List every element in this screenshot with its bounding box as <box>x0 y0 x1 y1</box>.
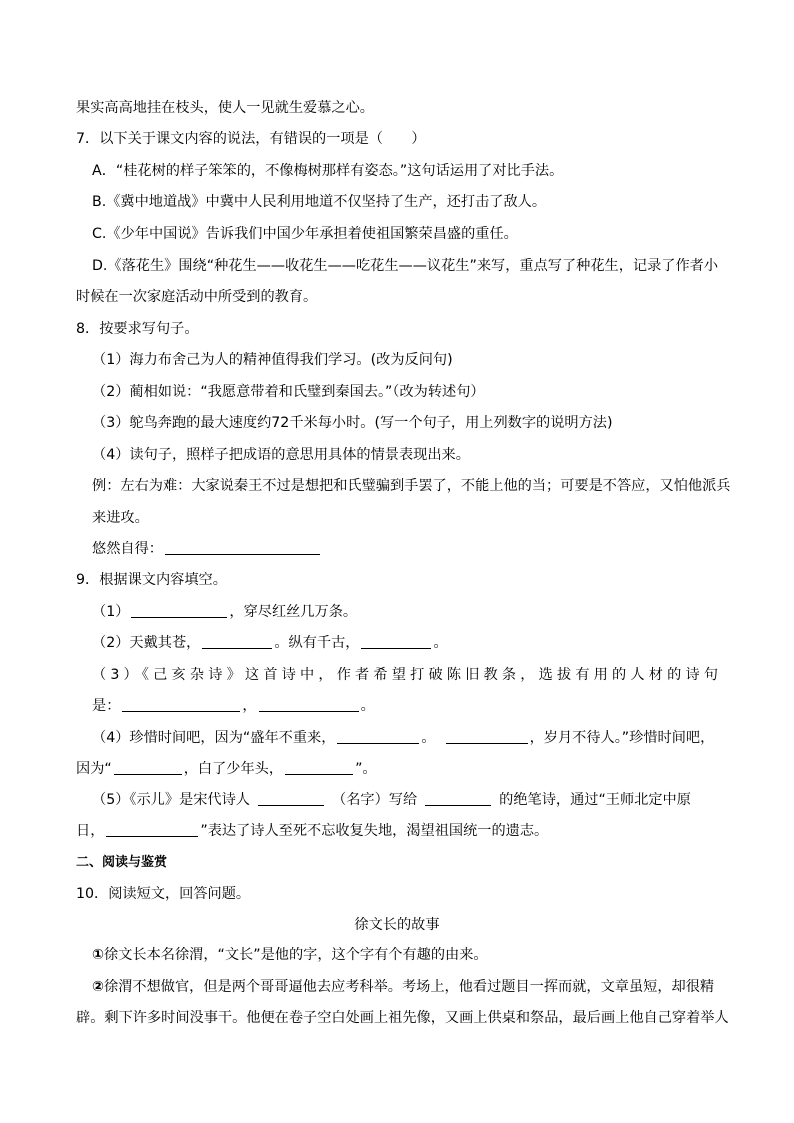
question-8-3: （3）鸵鸟奔跑的最大速度约72千米每小时。(写一个句子，用上列数字的说明方法) <box>92 415 613 431</box>
q9-1-suffix: ，穿尽红丝几万条。 <box>229 604 358 620</box>
q9-2-part: 。纵有千古， <box>274 635 360 651</box>
text-line: 果实高高地挂在枝头，使人一见就生爱慕之心。 <box>76 100 374 116</box>
option-d-cont: 时候在一次家庭活动中所受到的教育。 <box>76 289 318 305</box>
answer-label: 悠然自得： <box>92 541 163 557</box>
q9-3-part: 是： <box>92 698 121 714</box>
q9-4-part: ”。 <box>355 761 377 777</box>
q9-1-prefix: （1） <box>92 604 130 620</box>
fill-blank[interactable] <box>446 729 528 744</box>
question-9-5-cont <box>76 821 718 841</box>
fill-blank[interactable] <box>202 634 272 649</box>
paragraph-number: ① <box>92 947 105 963</box>
question-9-2 <box>92 633 718 653</box>
fill-blank[interactable] <box>425 791 491 806</box>
paragraph-2-cont: 辟。剩下许多时间没事干。他便在卷子空白处画上祖先像，又画上供桌和祭品，最后画上他自己穿着举人 <box>76 1010 729 1026</box>
q9-4-part: ，岁月不待人。”珍惜时间吧， <box>529 730 715 746</box>
question-9: 9．根据课文内容填空。 <box>76 572 227 588</box>
fill-blank[interactable] <box>106 822 198 837</box>
q9-5-part: （5）《示儿》是宋代诗人 <box>92 792 250 808</box>
question-9-4 <box>92 728 718 748</box>
fill-blank[interactable] <box>361 634 431 649</box>
fill-blank[interactable] <box>114 760 182 775</box>
q9-2-part: 。 <box>433 635 448 651</box>
q9-4-part: 。 <box>421 730 436 746</box>
q9-5-part: 日， <box>76 823 105 839</box>
question-9-5 <box>92 790 718 810</box>
section-heading: 二、阅读与鉴赏 <box>76 855 168 870</box>
example-line: 例：左右为难：大家说秦王不过是想把和氏璧骗到手罢了，不能上他的当；可要是不答应，又怕他派兵 <box>92 478 731 494</box>
q9-2-part: （2）天戴其苍， <box>92 635 201 651</box>
example-line-cont: 来进攻。 <box>92 510 149 526</box>
fill-blank[interactable] <box>122 697 240 712</box>
question-9-3-cont <box>92 696 718 716</box>
option-c: C.《少年中国说》告诉我们中国少年承担着使祖国繁荣昌盛的重任。 <box>92 226 518 242</box>
story-title: 徐文长的故事 <box>354 917 440 933</box>
q9-4-part: （4）珍惜时间吧，因为“盛年不重来， <box>92 730 336 746</box>
q9-4-part: ，白了少年头， <box>183 761 284 777</box>
option-b: B.《冀中地道战》中冀中人民利用地道不仅坚持了生产，还打击了敌人。 <box>92 194 547 210</box>
question-8-1: （1）海力布舍己为人的精神值得我们学习。(改为反问句) <box>92 352 453 368</box>
paragraph-text: 徐文长本名徐渭，“文长”是他的字，这个字有个有趣的由来。 <box>104 947 488 963</box>
q9-3-part: ， <box>242 698 257 714</box>
fill-blank[interactable] <box>131 603 227 618</box>
answer-blank[interactable] <box>165 540 320 555</box>
question-8-2: （2）蔺相如说：“我愿意带着和氏璧到秦国去。”（改为转述句） <box>92 384 485 400</box>
question-7: 7．以下关于课文内容的说法，有错误的一项是（ ） <box>76 131 426 147</box>
answer-line <box>92 539 718 559</box>
fill-blank[interactable] <box>285 760 353 775</box>
paragraph-1 <box>92 945 718 965</box>
q9-5-part: ”表达了诗人至死不忘收复失地，渴望祖国统一的遗志。 <box>200 823 549 839</box>
question-8: 8．按要求写句子。 <box>76 321 199 337</box>
question-9-1 <box>92 602 718 622</box>
option-d: D.《落花生》围绕“种花生——收花生——吃花生——议花生”来写，重点写了种花生，记录了作者小 <box>92 258 719 274</box>
option-a: A．“桂花树的样子笨笨的，不像梅树那样有姿态。”这句话运用了对比手法。 <box>92 163 564 179</box>
fill-blank[interactable] <box>259 697 359 712</box>
q9-4-part: 因为“ <box>76 761 112 777</box>
paragraph-2 <box>92 977 718 997</box>
paragraph-text: 徐渭不想做官，但是两个哥哥逼他去应考科举。考场上，他看过题目一挥而就，文章虽短，却很精 <box>104 979 715 995</box>
paragraph-number: ② <box>92 979 105 995</box>
fill-blank[interactable] <box>337 729 419 744</box>
q9-5-part: 的绝笔诗，通过“王师北定中原 <box>499 792 691 808</box>
question-10: 10．阅读短文，回答问题。 <box>76 886 251 902</box>
question-9-4-cont <box>76 759 718 779</box>
q9-3-part: 。 <box>360 698 375 714</box>
question-8-4: （4）读句子，照样子把成语的意思用具体的情景表现出来。 <box>92 447 470 463</box>
question-9-3: （3）《己亥杂诗》这首诗中，作者希望打破陈旧教条，选拔有用的人材的诗句 <box>92 667 718 683</box>
q9-5-part: （名字）写给 <box>332 792 418 808</box>
fill-blank[interactable] <box>258 791 324 806</box>
